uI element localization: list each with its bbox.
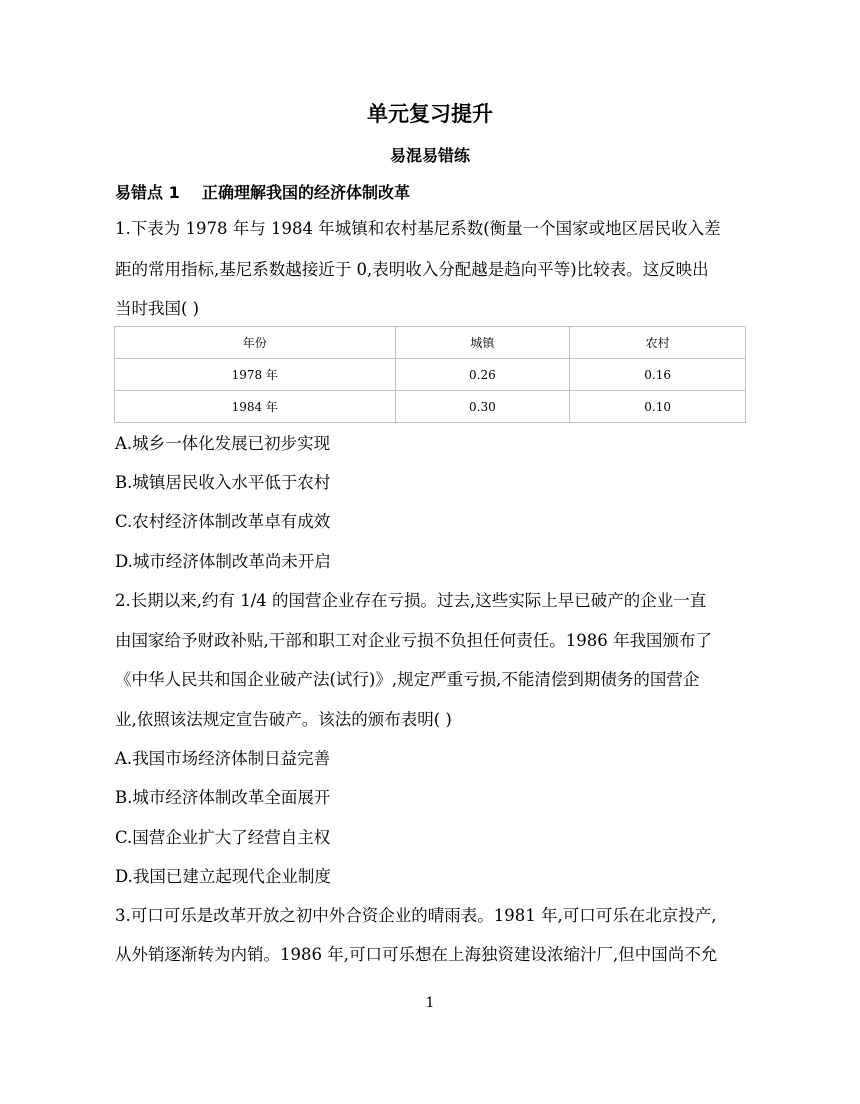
- page-title: 单元复习提升: [367, 102, 493, 126]
- q1-option-d: D.城市经济体制改革尚未开启: [115, 552, 331, 571]
- table-cell: 1984 年: [115, 391, 396, 423]
- table-cell: 0.10: [570, 391, 746, 423]
- section-heading: 易错点 1 正确理解我国的经济体制改革: [115, 183, 410, 202]
- table-cell: 0.16: [570, 359, 746, 391]
- q2-option-b: B.城市经济体制改革全面展开: [115, 788, 331, 807]
- table-row: [115, 391, 746, 423]
- q2-option-c: C.国营企业扩大了经营自主权: [115, 828, 331, 847]
- table-header-cell: 年份: [115, 327, 396, 359]
- q2-option-d: D.我国已建立起现代企业制度: [115, 867, 331, 886]
- q2-stem-line: 2.长期以来,约有 1/4 的国营企业存在亏损。过去,这些实际上早已破产的企业一直: [115, 591, 707, 610]
- q1-option-b: B.城镇居民收入水平低于农村: [115, 473, 331, 492]
- q1-option-a: A.城乡一体化发展已初步实现: [115, 434, 331, 453]
- q1-stem-line: 1.下表为 1978 年与 1984 年城镇和农村基尼系数(衡量一个国家或地区居民收入差: [115, 219, 721, 238]
- q2-stem-line: 业,依照该法规定宣告破产。该法的颁布表明( ): [115, 710, 452, 729]
- q1-stem-line: 当时我国( ): [115, 299, 200, 318]
- q2-stem-line: 由国家给予财政补贴,干部和职工对企业亏损不负担任何责任。1986 年我国颁布了: [115, 631, 712, 650]
- table-header-cell: 城镇: [395, 327, 570, 359]
- gini-table: [114, 326, 746, 423]
- table-header-cell: 农村: [570, 327, 746, 359]
- table-cell: 1978 年: [115, 359, 396, 391]
- page-number: 1: [425, 995, 435, 1011]
- table-header-row: [115, 327, 746, 359]
- q1-option-c: C.农村经济体制改革卓有成效: [115, 512, 331, 531]
- table-cell: 0.26: [395, 359, 570, 391]
- q1-stem-line: 距的常用指标,基尼系数越接近于 0,表明收入分配越是趋向平等)比较表。这反映出: [115, 260, 709, 279]
- table-row: [115, 359, 746, 391]
- table-cell: 0.30: [395, 391, 570, 423]
- q2-option-a: A.我国市场经济体制日益完善: [115, 749, 331, 768]
- q3-stem-line: 从外销逐渐转为内销。1986 年,可口可乐想在上海独资建设浓缩汁厂,但中国尚不允: [115, 945, 718, 964]
- page-subtitle: 易混易错练: [389, 146, 470, 165]
- q2-stem-line: 《中华人民共和国企业破产法(试行)》,规定严重亏损,不能清偿到期债务的国营企: [115, 670, 700, 689]
- q3-stem-line: 3.可口可乐是改革开放之初中外合资企业的晴雨表。1981 年,可口可乐在北京投产,: [115, 906, 717, 925]
